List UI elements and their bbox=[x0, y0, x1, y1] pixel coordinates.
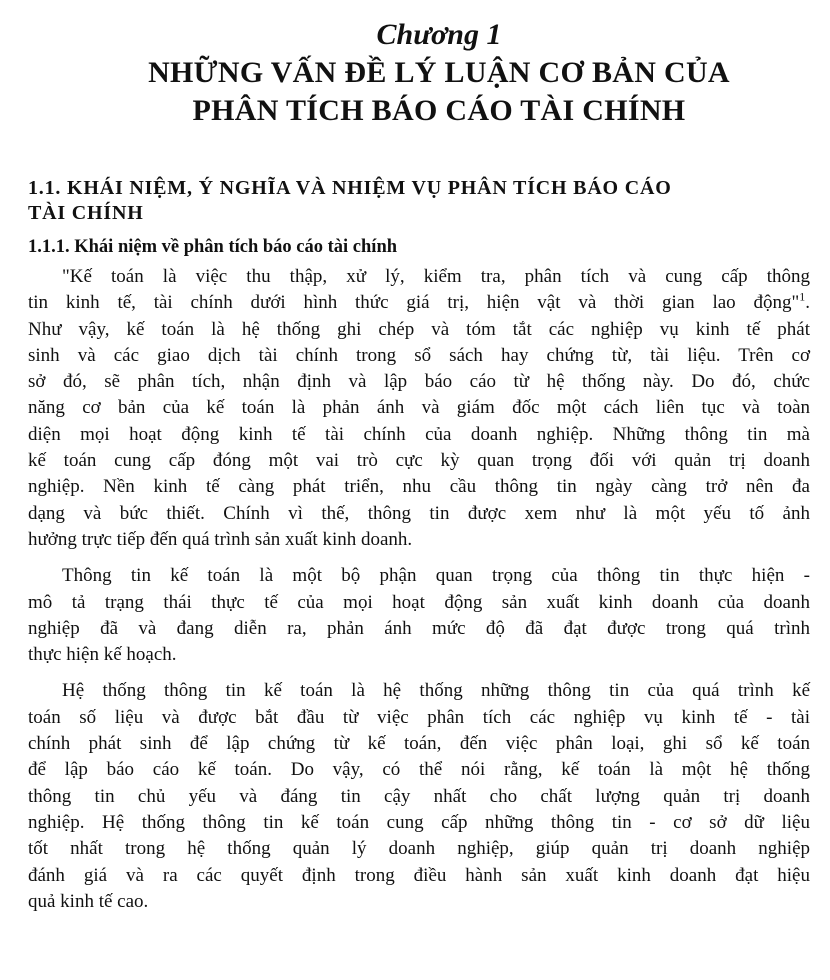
paragraph-line bbox=[28, 290, 810, 316]
section-heading-line-1: 1.1. KHÁI NIỆM, Ý NGHĨA VÀ NHIỆM VỤ PHÂN TÍCH BÁO CÁO bbox=[28, 177, 672, 199]
paragraph-line: hưởng trực tiếp đến quá trình sản xuất kinh doanh. bbox=[28, 528, 413, 550]
paragraph-line: tốt nhất trong hệ thống quản lý doanh nghiệp, giúp quản trị doanh nghiệp bbox=[28, 838, 810, 860]
paragraph-line: nghiệp đã và đang diễn ra, phản ánh mức độ đã đạt được trong quá trình bbox=[28, 617, 810, 639]
paragraph-line: để lập báo cáo kế toán. Do vậy, có thể nói rằng, kế toán là một hệ thống bbox=[28, 759, 810, 781]
paragraph-line: sinh và các giao dịch tài chính trong sổ sách hay chứng từ, tài liệu. Trên cơ bbox=[28, 344, 810, 366]
paragraph-line: diện mọi hoạt động kinh tế tài chính của doanh nghiệp. Những thông tin mà bbox=[28, 423, 810, 445]
paragraph-line: Hệ thống thông tin kế toán là hệ thống những thông tin của quá trình kế bbox=[62, 680, 810, 702]
section-heading-line-2: TÀI CHÍNH bbox=[28, 202, 144, 224]
paragraph-line: mô tả trạng thái thực tế của mọi hoạt động sản xuất kinh doanh của doanh bbox=[28, 591, 810, 613]
paragraph-line: chính phát sinh để lập chứng từ kế toán, đến việc phân loại, ghi sổ kế toán bbox=[28, 733, 810, 755]
section-heading bbox=[28, 176, 810, 226]
chapter-title-line-2: PHÂN TÍCH BÁO CÁO TÀI CHÍNH bbox=[192, 94, 686, 127]
paragraph-line-text: tin kinh tế, tài chính dưới hình thức giá trị, hiện vật và thời gian lao động" bbox=[28, 292, 800, 314]
paragraph-line: Như vậy, kế toán là hệ thống ghi chép và tóm tắt các nghiệp vụ kinh tế phát bbox=[28, 318, 810, 340]
chapter-label: Chương 1 bbox=[376, 18, 502, 51]
paragraph-line: năng cơ bản của kế toán là phản ánh và giám đốc một cách liên tục và toàn bbox=[28, 397, 810, 419]
paragraph-line: thông tin chủ yếu và đáng tin cậy nhất cho chất lượng quản trị doanh bbox=[28, 785, 810, 807]
paragraph-line: kế toán cung cấp đóng một vai trò cực kỳ quan trọng đối với quản trị doanh bbox=[28, 450, 810, 472]
paragraph-line: toán số liệu và được bắt đầu từ việc phân tích các nghiệp vụ kinh tế - tài bbox=[28, 706, 810, 728]
paragraph-line: đánh giá và ra các quyết định trong điều hành sản xuất kinh doanh đạt hiệu bbox=[28, 864, 810, 886]
paragraph-2 bbox=[28, 563, 810, 668]
paragraph-line: thực hiện kế hoạch. bbox=[28, 644, 177, 666]
paragraph-1 bbox=[28, 264, 810, 553]
paragraph-line: Thông tin kế toán là một bộ phận quan trọng của thông tin thực hiện - bbox=[62, 565, 810, 587]
chapter-title-line-1: NHỮNG VẤN ĐỀ LÝ LUẬN CƠ BẢN CỦA bbox=[148, 56, 730, 89]
subsection-heading: 1.1.1. Khái niệm về phân tích báo cáo tài chính bbox=[28, 237, 398, 257]
paragraph-line: sở đó, sẽ phân tích, nhận định và lập báo cáo từ hệ thống này. Do đó, chức bbox=[28, 371, 810, 393]
paragraph-line: nghiệp. Nền kinh tế càng phát triển, nhu cầu thông tin ngày càng trở nên đa bbox=[28, 476, 810, 498]
chapter-title bbox=[28, 54, 810, 130]
paragraph-line: dạng và bức thiết. Chính vì thế, thông tin được xem như là một yếu tố ảnh bbox=[28, 502, 810, 524]
paragraph-line: nghiệp. Hệ thống thông tin kế toán cung cấp những thông tin - cơ sở dữ liệu bbox=[28, 811, 810, 833]
footnote-mark: 1 bbox=[799, 289, 806, 304]
paragraph-line: "Kế toán là việc thu thập, xử lý, kiểm tra, phân tích và cung cấp thông bbox=[62, 266, 810, 287]
footnote-suffix: . bbox=[805, 292, 810, 314]
paragraph-line: quả kinh tế cao. bbox=[28, 890, 149, 912]
paragraph-3 bbox=[28, 678, 810, 915]
